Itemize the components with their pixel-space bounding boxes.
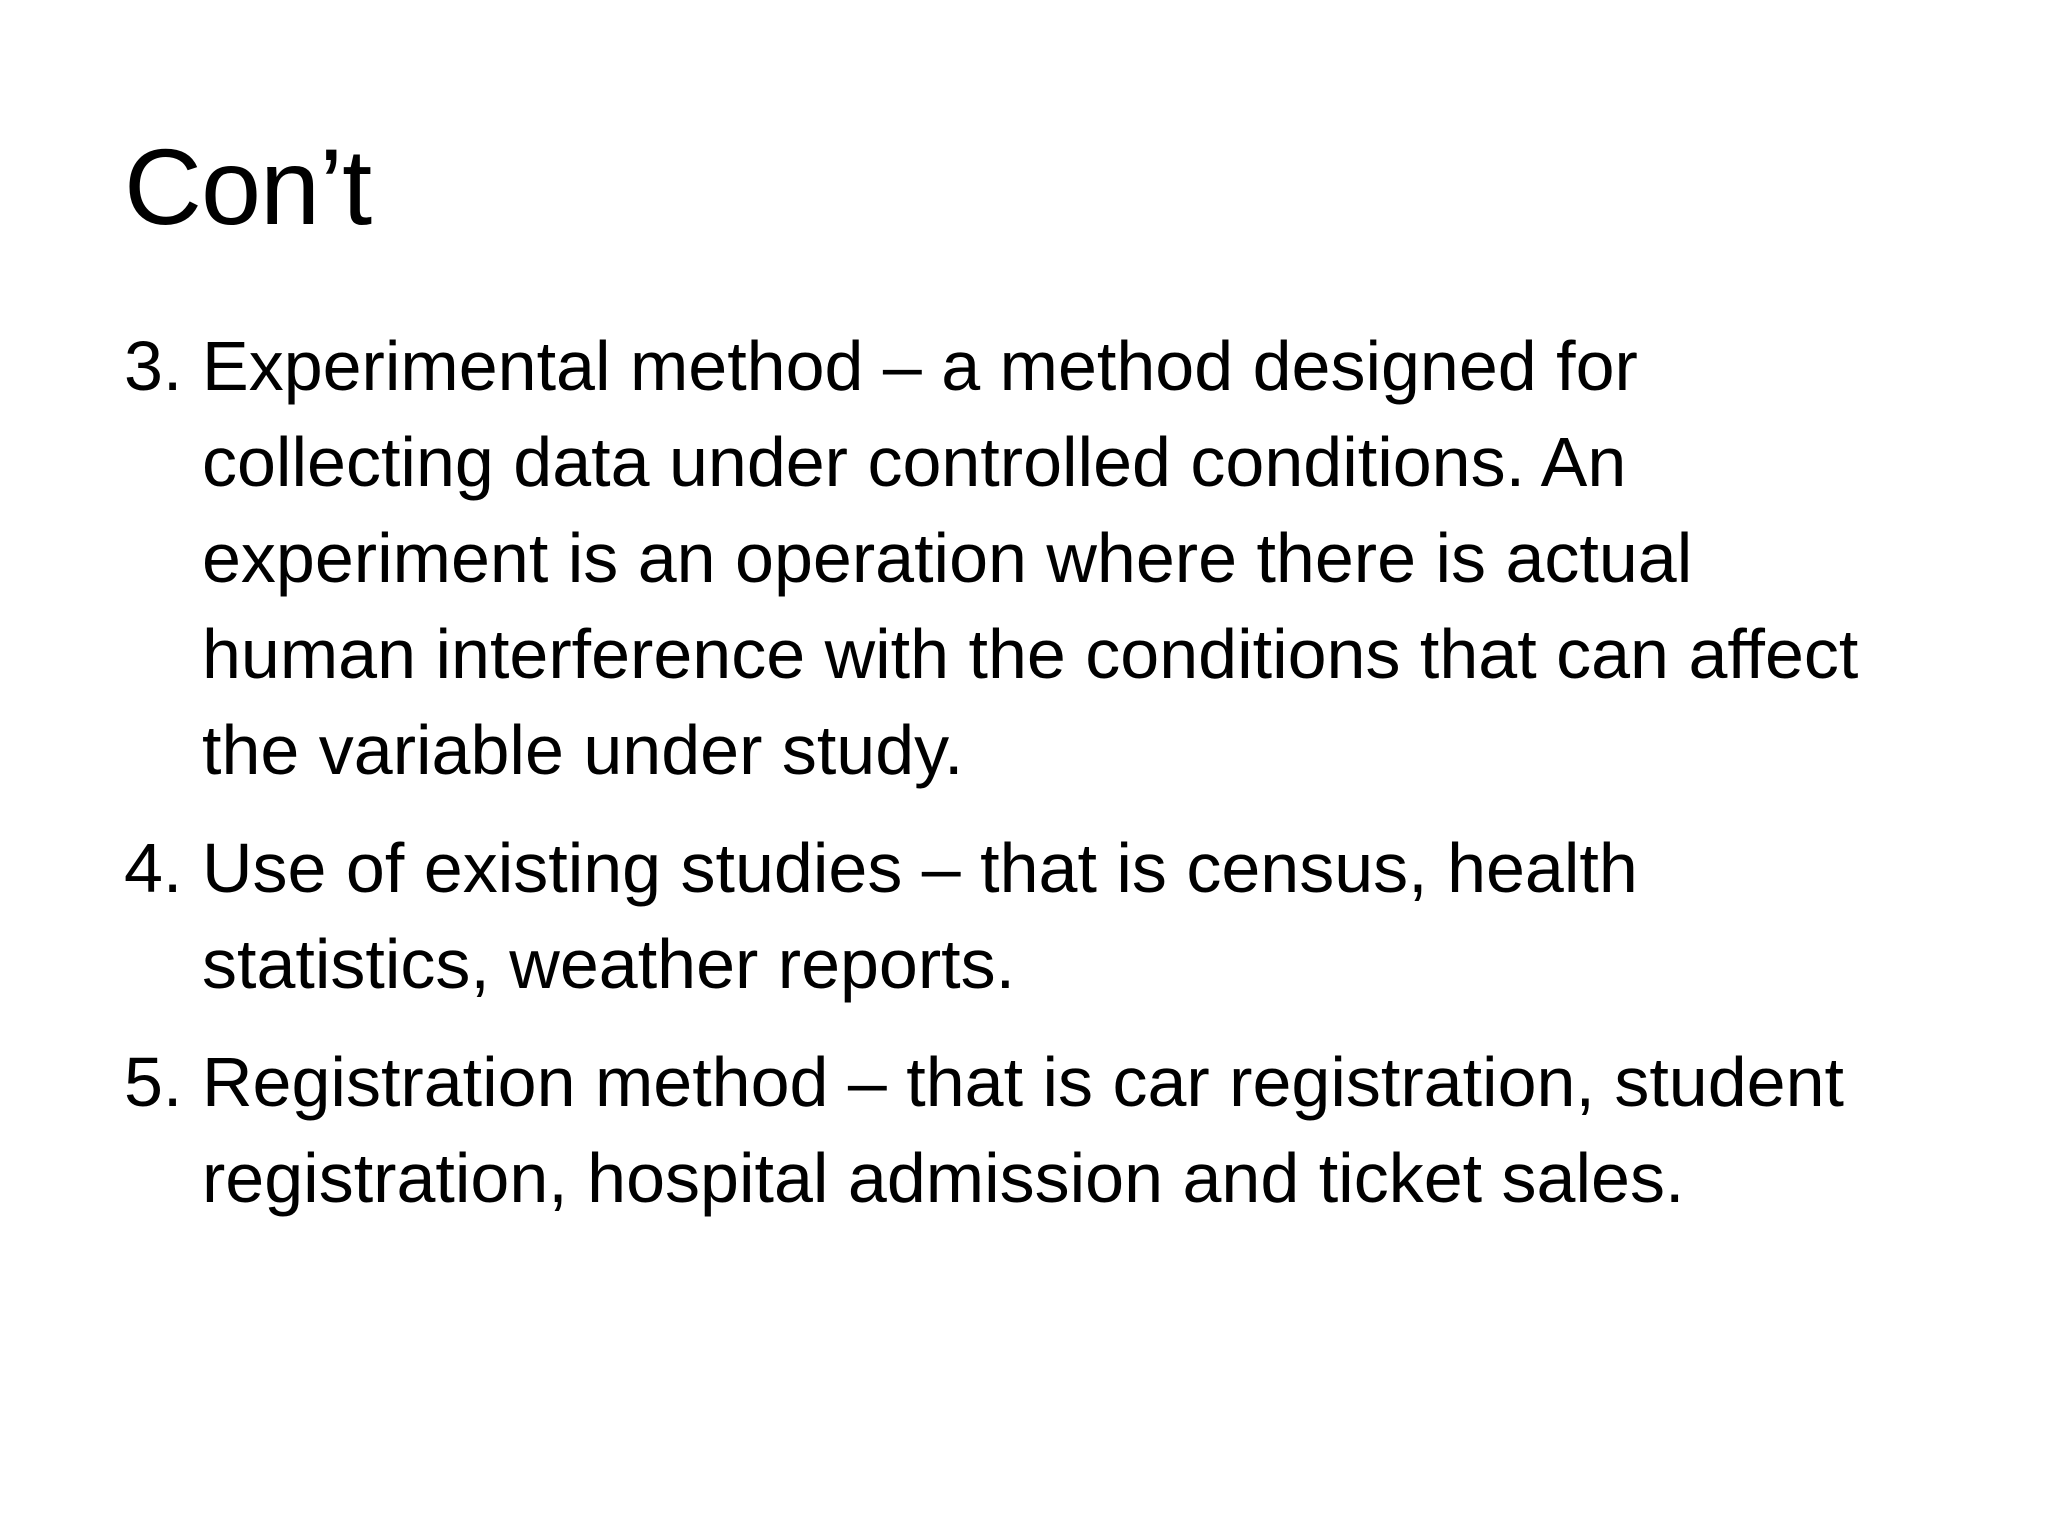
list-item-registration-method [124,1034,1884,1226]
list-item-experimental-method [124,318,1884,798]
slide-title: Con’t [124,126,372,247]
item-number: 3. [124,327,183,405]
item-number: 4. [124,829,183,907]
content-list [124,318,1884,1248]
list-item-existing-studies [124,820,1884,1012]
item-text: Use of existing studies – that is census, health statistics, weather reports. [202,829,1638,1003]
item-text: Registration method – that is car registration, student registration, hospital admission and ticket sales. [202,1043,1844,1217]
item-number: 5. [124,1043,183,1121]
item-text: Experimental method – a method designed for collecting data under controlled conditions. An experiment is an operation where there is actual human interference with the conditions that can affect the variable under study. [202,327,1859,789]
